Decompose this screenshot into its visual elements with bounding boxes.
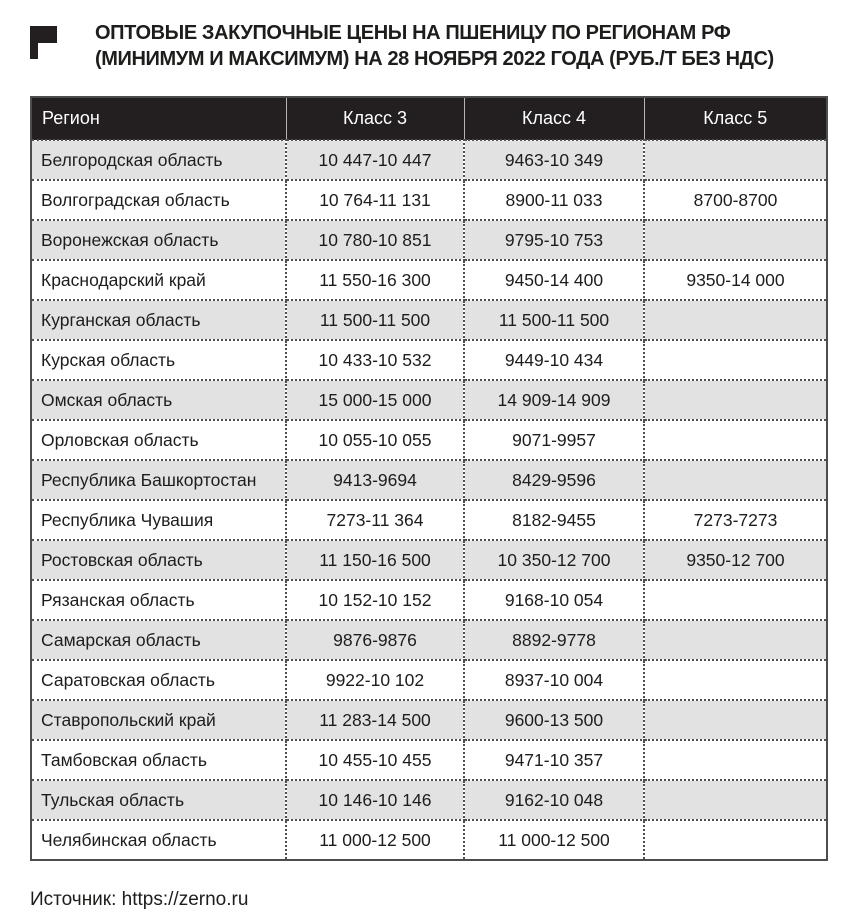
class4-cell: 9600-13 500 [464, 700, 644, 740]
table-row [31, 500, 827, 540]
flag-pole [30, 26, 38, 59]
class5-cell [644, 300, 827, 340]
class4-cell: 8937-10 004 [464, 660, 644, 700]
class3-cell: 10 780-10 851 [286, 220, 464, 260]
class3-cell: 9876-9876 [286, 620, 464, 660]
class5-cell [644, 700, 827, 740]
class5-cell [644, 660, 827, 700]
page-title [95, 20, 774, 72]
region-cell: Республика Башкортостан [31, 460, 286, 500]
table-row [31, 260, 827, 300]
class4-cell: 11 000-12 500 [464, 820, 644, 860]
class4-cell: 9450-14 400 [464, 260, 644, 300]
class3-cell: 10 152-10 152 [286, 580, 464, 620]
table-row [31, 660, 827, 700]
class4-cell: 8900-11 033 [464, 180, 644, 220]
class5-cell [644, 460, 827, 500]
class4-cell: 10 350-12 700 [464, 540, 644, 580]
class5-cell [644, 580, 827, 620]
region-cell: Тамбовская область [31, 740, 286, 780]
region-cell: Волгоградская область [31, 180, 286, 220]
region-cell: Курганская область [31, 300, 286, 340]
class4-cell: 9463-10 349 [464, 140, 644, 180]
table-row [31, 420, 827, 460]
region-cell: Ростовская область [31, 540, 286, 580]
title-block [0, 0, 853, 72]
flag-icon [30, 26, 58, 62]
class5-cell [644, 780, 827, 820]
class3-cell: 11 550-16 300 [286, 260, 464, 300]
class4-cell: 9071-9957 [464, 420, 644, 460]
class5-cell [644, 620, 827, 660]
header-region: Регион [31, 97, 286, 140]
table-row [31, 820, 827, 860]
class5-cell [644, 340, 827, 380]
class4-cell: 14 909-14 909 [464, 380, 644, 420]
class3-cell: 10 764-11 131 [286, 180, 464, 220]
class3-cell: 11 000-12 500 [286, 820, 464, 860]
table-row [31, 300, 827, 340]
page-title-line1: ОПТОВЫЕ ЗАКУПОЧНЫЕ ЦЕНЫ НА ПШЕНИЦУ ПО РЕГИОНАМ РФ [95, 22, 731, 44]
class3-cell: 11 150-16 500 [286, 540, 464, 580]
class3-cell: 10 447-10 447 [286, 140, 464, 180]
table-row [31, 780, 827, 820]
table-row [31, 580, 827, 620]
table-header-row [31, 97, 827, 140]
class5-cell [644, 740, 827, 780]
page-title-line2: (МИНИМУМ И МАКСИМУМ) НА 28 НОЯБРЯ 2022 ГОДА (РУБ./Т БЕЗ НДС) [95, 48, 774, 70]
table-row [31, 220, 827, 260]
class3-cell: 7273-11 364 [286, 500, 464, 540]
region-cell: Орловская область [31, 420, 286, 460]
table-row [31, 380, 827, 420]
region-cell: Тульская область [31, 780, 286, 820]
region-cell: Краснодарский край [31, 260, 286, 300]
class4-cell: 9449-10 434 [464, 340, 644, 380]
class3-cell: 11 500-11 500 [286, 300, 464, 340]
region-cell: Рязанская область [31, 580, 286, 620]
class4-cell: 9795-10 753 [464, 220, 644, 260]
header-class-5: Класс 5 [644, 97, 827, 140]
table-row [31, 180, 827, 220]
class3-cell: 10 433-10 532 [286, 340, 464, 380]
header-class-4: Класс 4 [464, 97, 644, 140]
price-table [30, 96, 828, 861]
class3-cell: 10 055-10 055 [286, 420, 464, 460]
class5-cell [644, 380, 827, 420]
class4-cell: 9168-10 054 [464, 580, 644, 620]
region-cell: Саратовская область [31, 660, 286, 700]
class5-cell: 9350-14 000 [644, 260, 827, 300]
class5-cell [644, 820, 827, 860]
region-cell: Белгородская область [31, 140, 286, 180]
table-row [31, 620, 827, 660]
price-table-body [31, 140, 827, 860]
class3-cell: 9922-10 102 [286, 660, 464, 700]
class3-cell: 10 146-10 146 [286, 780, 464, 820]
table-row [31, 740, 827, 780]
class5-cell [644, 140, 827, 180]
class4-cell: 9471-10 357 [464, 740, 644, 780]
region-cell: Республика Чувашия [31, 500, 286, 540]
class3-cell: 11 283-14 500 [286, 700, 464, 740]
class4-cell: 8182-9455 [464, 500, 644, 540]
region-cell: Ставропольский край [31, 700, 286, 740]
class4-cell: 11 500-11 500 [464, 300, 644, 340]
class3-cell: 9413-9694 [286, 460, 464, 500]
source-text: Источник: https://zerno.ru [30, 889, 249, 910]
class5-cell: 8700-8700 [644, 180, 827, 220]
table-row [31, 700, 827, 740]
table-row [31, 340, 827, 380]
header-class-3: Класс 3 [286, 97, 464, 140]
table-row [31, 140, 827, 180]
class5-cell: 9350-12 700 [644, 540, 827, 580]
region-cell: Челябинская область [31, 820, 286, 860]
region-cell: Омская область [31, 380, 286, 420]
region-cell: Курская область [31, 340, 286, 380]
class3-cell: 15 000-15 000 [286, 380, 464, 420]
region-cell: Воронежская область [31, 220, 286, 260]
table-row [31, 540, 827, 580]
region-cell: Самарская область [31, 620, 286, 660]
class5-cell [644, 220, 827, 260]
class5-cell: 7273-7273 [644, 500, 827, 540]
class4-cell: 8892-9778 [464, 620, 644, 660]
table-row [31, 460, 827, 500]
class3-cell: 10 455-10 455 [286, 740, 464, 780]
class4-cell: 9162-10 048 [464, 780, 644, 820]
class5-cell [644, 420, 827, 460]
class4-cell: 8429-9596 [464, 460, 644, 500]
